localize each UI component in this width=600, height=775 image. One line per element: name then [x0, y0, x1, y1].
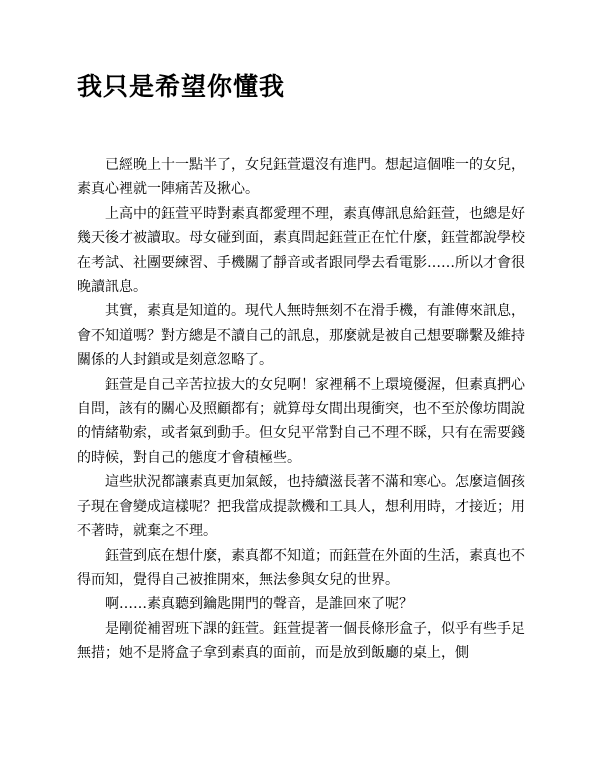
paragraph-6: 鈺萱到底在想什麼，素真都不知道；而鈺萱在外面的生活，素真也不得而知，覺得自己被推開來，無法參與女兒的世界。: [77, 547, 525, 588]
document-title: 我只是希望你懂我: [77, 72, 286, 101]
paragraph-3: 其實，素真是知道的。現代人無時無刻不在滑手機，有誰傳來訊息，會不知道嗎？對方總是不讀自己的訊息，那麼就是被自己想要聯繫及維持關係的人封鎖或是刻意忽略了。: [77, 303, 525, 369]
paragraph-5: 這些狀況都讓素真更加氣餒，也持續滋長著不滿和寒心。怎麼這個孩子現在會變成這樣呢？把我當成提款機和工具人，想利用時，才接近；用不著時，就棄之不理。: [77, 474, 525, 540]
paragraph-2: 上高中的鈺萱平時對素真都愛理不理，素真傳訊息給鈺萱，也總是好幾天後才被讀取。母女碰到面，素真問起鈺萱正在忙什麼，鈺萱都說學校在考試、社團要練習、手機關了靜音或者跟同學去看電影……所以才會很晚讀訊息。: [77, 205, 525, 296]
article-body: [77, 153, 525, 666]
paragraph-7: 啊……素真聽到鑰匙開門的聲音，是誰回來了呢？: [105, 596, 413, 613]
paragraph-1: 已經晚上十一點半了，女兒鈺萱還沒有進門。想起這個唯一的女兒，素真心裡就一陣痛苦及揪心。: [77, 157, 525, 198]
paragraph-4: 鈺萱是自己辛苦拉拔大的女兒啊！家裡稱不上環境優渥，但素真捫心自問，該有的關心及照顧都有；就算母女間出現衝突，也不至於像坊間說的情緒勒索，或者氣到動手。但女兒平常對自己不理不睬，只有在需要錢的時候，對自己的態度才會積極些。: [77, 376, 525, 466]
paragraph-8: 是剛從補習班下課的鈺萱。鈺萱提著一個長條形盒子，似乎有些手足無措；她不是將盒子拿到素真的面前，而是放到飯廳的桌上，側: [77, 620, 525, 662]
